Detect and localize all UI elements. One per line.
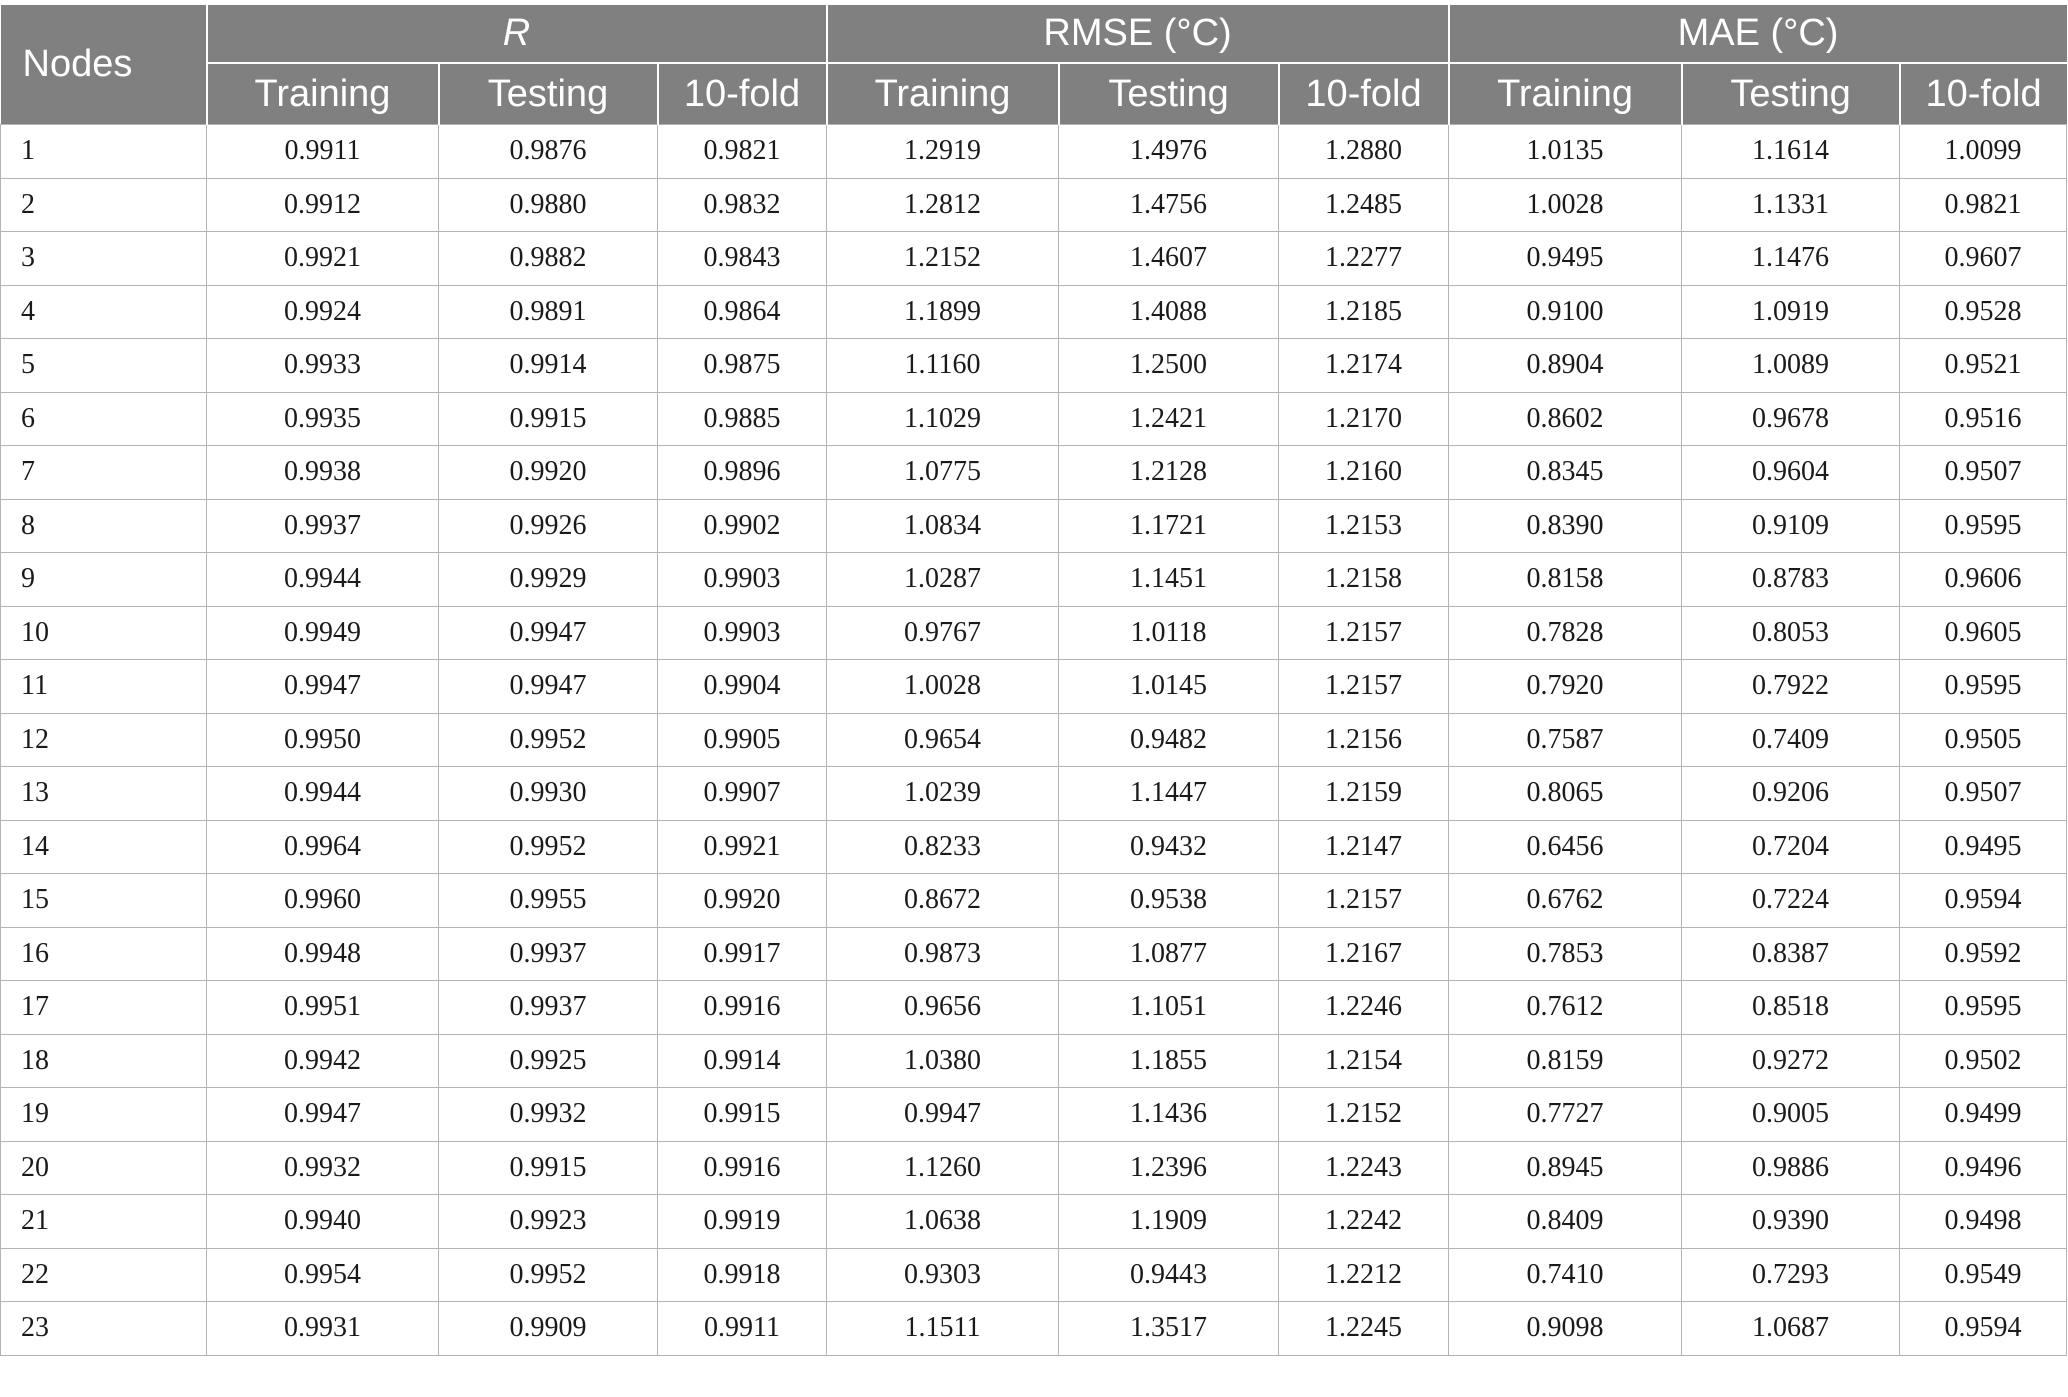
- rmse-training-cell: 1.0287: [827, 553, 1059, 607]
- mae-testing-cell: 1.1476: [1682, 232, 1900, 286]
- r-10fold-header: 10-fold: [658, 63, 827, 125]
- rmse-10fold-cell: 1.2153: [1279, 499, 1449, 553]
- r-testing-cell: 0.9915: [439, 1141, 658, 1195]
- r-10fold-cell: 0.9821: [658, 125, 827, 179]
- rmse-10fold-cell: 1.2880: [1279, 125, 1449, 179]
- r-10fold-cell: 0.9904: [658, 660, 827, 714]
- rmse-training-cell: 0.9873: [827, 927, 1059, 981]
- rmse-training-cell: 1.1899: [827, 285, 1059, 339]
- rmse-training-cell: 0.9303: [827, 1248, 1059, 1302]
- rmse-testing-cell: 1.4976: [1059, 125, 1279, 179]
- rmse-training-cell: 1.0638: [827, 1195, 1059, 1249]
- r-10fold-cell: 0.9832: [658, 178, 827, 232]
- mae-10fold-cell: 0.9821: [1900, 178, 2067, 232]
- results-table-container: [0, 5, 2068, 1356]
- rmse-testing-cell: 1.4756: [1059, 178, 1279, 232]
- mae-training-cell: 0.8904: [1449, 339, 1682, 393]
- node-cell: 23: [1, 1302, 207, 1356]
- mae-10fold-cell: 0.9502: [1900, 1034, 2067, 1088]
- r-10fold-cell: 0.9914: [658, 1034, 827, 1088]
- table-row: [1, 232, 2067, 286]
- mae-10fold-cell: 0.9607: [1900, 232, 2067, 286]
- r-testing-cell: 0.9876: [439, 125, 658, 179]
- r-testing-cell: 0.9930: [439, 767, 658, 821]
- r-testing-cell: 0.9926: [439, 499, 658, 553]
- rmse-10fold-cell: 1.2212: [1279, 1248, 1449, 1302]
- r-10fold-cell: 0.9917: [658, 927, 827, 981]
- r-testing-cell: 0.9880: [439, 178, 658, 232]
- mae-training-cell: 0.7587: [1449, 713, 1682, 767]
- mae-10fold-cell: 0.9496: [1900, 1141, 2067, 1195]
- node-cell: 11: [1, 660, 207, 714]
- r-testing-cell: 0.9920: [439, 446, 658, 500]
- mae-10fold-header: 10-fold: [1900, 63, 2067, 125]
- mae-testing-cell: 0.9109: [1682, 499, 1900, 553]
- rmse-training-cell: 1.1029: [827, 392, 1059, 446]
- table-row: [1, 1088, 2067, 1142]
- rmse-testing-cell: 0.9482: [1059, 713, 1279, 767]
- node-cell: 4: [1, 285, 207, 339]
- header-group-row: [1, 5, 2067, 63]
- results-table: [0, 5, 2067, 1356]
- rmse-testing-cell: 1.0877: [1059, 927, 1279, 981]
- mae-testing-cell: 0.7224: [1682, 874, 1900, 928]
- mae-training-cell: 0.8602: [1449, 392, 1682, 446]
- table-row: [1, 392, 2067, 446]
- node-cell: 7: [1, 446, 207, 500]
- table-row: [1, 446, 2067, 500]
- r-training-cell: 0.9944: [207, 767, 439, 821]
- mae-10fold-cell: 0.9606: [1900, 553, 2067, 607]
- rmse-testing-cell: 0.9538: [1059, 874, 1279, 928]
- node-cell: 9: [1, 553, 207, 607]
- r-training-cell: 0.9940: [207, 1195, 439, 1249]
- mae-10fold-cell: 0.9516: [1900, 392, 2067, 446]
- rmse-testing-cell: 1.1447: [1059, 767, 1279, 821]
- r-training-cell: 0.9949: [207, 606, 439, 660]
- r-testing-cell: 0.9952: [439, 820, 658, 874]
- table-row: [1, 1141, 2067, 1195]
- rmse-10fold-header: 10-fold: [1279, 63, 1449, 125]
- rmse-testing-cell: 1.3517: [1059, 1302, 1279, 1356]
- rmse-training-cell: 1.2919: [827, 125, 1059, 179]
- r-testing-cell: 0.9882: [439, 232, 658, 286]
- r-training-header: Training: [207, 63, 439, 125]
- rmse-testing-cell: 1.1909: [1059, 1195, 1279, 1249]
- node-cell: 15: [1, 874, 207, 928]
- rmse-training-cell: 1.0834: [827, 499, 1059, 553]
- node-cell: 2: [1, 178, 207, 232]
- r-training-cell: 0.9938: [207, 446, 439, 500]
- rmse-testing-cell: 1.1855: [1059, 1034, 1279, 1088]
- mae-10fold-cell: 0.9595: [1900, 499, 2067, 553]
- nodes-column-header: Nodes: [1, 5, 207, 125]
- rmse-10fold-cell: 1.2170: [1279, 392, 1449, 446]
- mae-training-header: Training: [1449, 63, 1682, 125]
- rmse-training-cell: 1.1511: [827, 1302, 1059, 1356]
- mae-testing-cell: 0.9678: [1682, 392, 1900, 446]
- r-training-cell: 0.9947: [207, 660, 439, 714]
- mae-training-cell: 0.7853: [1449, 927, 1682, 981]
- rmse-training-cell: 1.0380: [827, 1034, 1059, 1088]
- mae-group-header: MAE (°C): [1449, 5, 2067, 63]
- mae-10fold-cell: 0.9528: [1900, 285, 2067, 339]
- rmse-training-cell: 0.9654: [827, 713, 1059, 767]
- r-10fold-cell: 0.9843: [658, 232, 827, 286]
- mae-testing-cell: 0.8053: [1682, 606, 1900, 660]
- mae-training-cell: 0.8345: [1449, 446, 1682, 500]
- node-cell: 22: [1, 1248, 207, 1302]
- r-testing-cell: 0.9952: [439, 1248, 658, 1302]
- table-row: [1, 713, 2067, 767]
- table-row: [1, 499, 2067, 553]
- mae-testing-cell: 0.9886: [1682, 1141, 1900, 1195]
- r-10fold-cell: 0.9905: [658, 713, 827, 767]
- mae-testing-cell: 0.9005: [1682, 1088, 1900, 1142]
- r-training-cell: 0.9937: [207, 499, 439, 553]
- mae-10fold-cell: 0.9594: [1900, 1302, 2067, 1356]
- rmse-10fold-cell: 1.2157: [1279, 660, 1449, 714]
- mae-10fold-cell: 0.9507: [1900, 767, 2067, 821]
- r-training-cell: 0.9944: [207, 553, 439, 607]
- r-group-header: R: [207, 5, 827, 63]
- r-10fold-cell: 0.9916: [658, 981, 827, 1035]
- r-10fold-cell: 0.9918: [658, 1248, 827, 1302]
- rmse-training-cell: 1.2812: [827, 178, 1059, 232]
- r-training-cell: 0.9954: [207, 1248, 439, 1302]
- mae-testing-cell: 0.7204: [1682, 820, 1900, 874]
- rmse-testing-cell: 1.1436: [1059, 1088, 1279, 1142]
- r-10fold-cell: 0.9903: [658, 553, 827, 607]
- r-10fold-cell: 0.9921: [658, 820, 827, 874]
- rmse-training-cell: 0.9947: [827, 1088, 1059, 1142]
- mae-testing-cell: 0.7293: [1682, 1248, 1900, 1302]
- rmse-10fold-cell: 1.2167: [1279, 927, 1449, 981]
- r-10fold-cell: 0.9919: [658, 1195, 827, 1249]
- mae-training-cell: 0.9098: [1449, 1302, 1682, 1356]
- rmse-testing-cell: 1.1051: [1059, 981, 1279, 1035]
- rmse-training-cell: 0.8233: [827, 820, 1059, 874]
- rmse-testing-cell: 1.2421: [1059, 392, 1279, 446]
- table-row: [1, 660, 2067, 714]
- rmse-10fold-cell: 1.2246: [1279, 981, 1449, 1035]
- rmse-10fold-cell: 1.2160: [1279, 446, 1449, 500]
- mae-10fold-cell: 0.9605: [1900, 606, 2067, 660]
- rmse-testing-cell: 1.1721: [1059, 499, 1279, 553]
- rmse-group-header: RMSE (°C): [827, 5, 1449, 63]
- node-cell: 20: [1, 1141, 207, 1195]
- r-training-cell: 0.9935: [207, 392, 439, 446]
- rmse-10fold-cell: 1.2156: [1279, 713, 1449, 767]
- mae-testing-cell: 1.0089: [1682, 339, 1900, 393]
- node-cell: 16: [1, 927, 207, 981]
- table-row: [1, 767, 2067, 821]
- r-testing-cell: 0.9952: [439, 713, 658, 767]
- rmse-training-cell: 1.2152: [827, 232, 1059, 286]
- rmse-10fold-cell: 1.2185: [1279, 285, 1449, 339]
- mae-testing-cell: 0.7922: [1682, 660, 1900, 714]
- mae-testing-cell: 0.8387: [1682, 927, 1900, 981]
- rmse-10fold-cell: 1.2242: [1279, 1195, 1449, 1249]
- mae-testing-cell: 0.9604: [1682, 446, 1900, 500]
- table-row: [1, 927, 2067, 981]
- rmse-training-cell: 1.0775: [827, 446, 1059, 500]
- rmse-training-cell: 1.1160: [827, 339, 1059, 393]
- r-training-cell: 0.9911: [207, 125, 439, 179]
- mae-10fold-cell: 0.9521: [1900, 339, 2067, 393]
- rmse-testing-cell: 1.2396: [1059, 1141, 1279, 1195]
- rmse-testing-cell: 1.2128: [1059, 446, 1279, 500]
- rmse-training-header: Training: [827, 63, 1059, 125]
- table-row: [1, 820, 2067, 874]
- rmse-10fold-cell: 1.2174: [1279, 339, 1449, 393]
- mae-testing-cell: 0.8518: [1682, 981, 1900, 1035]
- rmse-10fold-cell: 1.2157: [1279, 874, 1449, 928]
- r-training-cell: 0.9964: [207, 820, 439, 874]
- mae-training-cell: 0.7828: [1449, 606, 1682, 660]
- r-training-cell: 0.9947: [207, 1088, 439, 1142]
- r-10fold-cell: 0.9920: [658, 874, 827, 928]
- node-cell: 18: [1, 1034, 207, 1088]
- mae-training-cell: 0.8158: [1449, 553, 1682, 607]
- rmse-10fold-cell: 1.2159: [1279, 767, 1449, 821]
- r-testing-cell: 0.9932: [439, 1088, 658, 1142]
- table-body: [1, 125, 2067, 1356]
- rmse-10fold-cell: 1.2152: [1279, 1088, 1449, 1142]
- r-training-cell: 0.9912: [207, 178, 439, 232]
- table-row: [1, 1302, 2067, 1356]
- rmse-10fold-cell: 1.2245: [1279, 1302, 1449, 1356]
- mae-training-cell: 0.9100: [1449, 285, 1682, 339]
- r-10fold-cell: 0.9915: [658, 1088, 827, 1142]
- rmse-10fold-cell: 1.2277: [1279, 232, 1449, 286]
- rmse-training-cell: 1.0028: [827, 660, 1059, 714]
- r-testing-cell: 0.9947: [439, 606, 658, 660]
- mae-training-cell: 0.6456: [1449, 820, 1682, 874]
- mae-training-cell: 0.7727: [1449, 1088, 1682, 1142]
- r-training-cell: 0.9942: [207, 1034, 439, 1088]
- mae-training-cell: 0.9495: [1449, 232, 1682, 286]
- rmse-10fold-cell: 1.2154: [1279, 1034, 1449, 1088]
- mae-training-cell: 0.7920: [1449, 660, 1682, 714]
- rmse-testing-cell: 0.9443: [1059, 1248, 1279, 1302]
- mae-training-cell: 0.8159: [1449, 1034, 1682, 1088]
- rmse-testing-cell: 1.4607: [1059, 232, 1279, 286]
- rmse-training-cell: 1.0239: [827, 767, 1059, 821]
- r-testing-cell: 0.9937: [439, 927, 658, 981]
- table-row: [1, 553, 2067, 607]
- r-training-cell: 0.9932: [207, 1141, 439, 1195]
- table-row: [1, 285, 2067, 339]
- r-testing-cell: 0.9891: [439, 285, 658, 339]
- node-cell: 13: [1, 767, 207, 821]
- rmse-testing-cell: 1.4088: [1059, 285, 1279, 339]
- mae-testing-cell: 0.9272: [1682, 1034, 1900, 1088]
- mae-training-cell: 1.0135: [1449, 125, 1682, 179]
- node-cell: 14: [1, 820, 207, 874]
- rmse-training-cell: 1.1260: [827, 1141, 1059, 1195]
- r-training-cell: 0.9948: [207, 927, 439, 981]
- table-row: [1, 1248, 2067, 1302]
- mae-testing-cell: 0.9390: [1682, 1195, 1900, 1249]
- r-10fold-cell: 0.9864: [658, 285, 827, 339]
- mae-testing-cell: 0.7409: [1682, 713, 1900, 767]
- rmse-10fold-cell: 1.2147: [1279, 820, 1449, 874]
- mae-10fold-cell: 0.9507: [1900, 446, 2067, 500]
- mae-training-cell: 0.8065: [1449, 767, 1682, 821]
- r-training-cell: 0.9921: [207, 232, 439, 286]
- node-cell: 10: [1, 606, 207, 660]
- mae-testing-cell: 0.8783: [1682, 553, 1900, 607]
- node-cell: 12: [1, 713, 207, 767]
- header-sub-row: [1, 63, 2067, 125]
- r-testing-header: Testing: [439, 63, 658, 125]
- mae-10fold-cell: 0.9499: [1900, 1088, 2067, 1142]
- rmse-10fold-cell: 1.2485: [1279, 178, 1449, 232]
- r-10fold-cell: 0.9903: [658, 606, 827, 660]
- r-training-cell: 0.9931: [207, 1302, 439, 1356]
- rmse-testing-cell: 0.9432: [1059, 820, 1279, 874]
- node-cell: 5: [1, 339, 207, 393]
- table-row: [1, 125, 2067, 179]
- mae-training-cell: 0.7612: [1449, 981, 1682, 1035]
- r-testing-cell: 0.9929: [439, 553, 658, 607]
- rmse-training-cell: 0.9656: [827, 981, 1059, 1035]
- r-testing-cell: 0.9923: [439, 1195, 658, 1249]
- table-row: [1, 874, 2067, 928]
- table-row: [1, 1195, 2067, 1249]
- rmse-10fold-cell: 1.2243: [1279, 1141, 1449, 1195]
- node-cell: 19: [1, 1088, 207, 1142]
- node-cell: 3: [1, 232, 207, 286]
- r-testing-cell: 0.9915: [439, 392, 658, 446]
- r-training-cell: 0.9950: [207, 713, 439, 767]
- mae-training-cell: 0.8945: [1449, 1141, 1682, 1195]
- mae-10fold-cell: 0.9505: [1900, 713, 2067, 767]
- mae-testing-cell: 1.0919: [1682, 285, 1900, 339]
- mae-10fold-cell: 0.9498: [1900, 1195, 2067, 1249]
- table-row: [1, 178, 2067, 232]
- r-training-cell: 0.9924: [207, 285, 439, 339]
- r-10fold-cell: 0.9896: [658, 446, 827, 500]
- table-row: [1, 606, 2067, 660]
- node-cell: 6: [1, 392, 207, 446]
- mae-10fold-cell: 0.9595: [1900, 660, 2067, 714]
- node-cell: 8: [1, 499, 207, 553]
- node-cell: 21: [1, 1195, 207, 1249]
- r-10fold-cell: 0.9885: [658, 392, 827, 446]
- mae-testing-header: Testing: [1682, 63, 1900, 125]
- rmse-testing-cell: 1.0118: [1059, 606, 1279, 660]
- node-cell: 17: [1, 981, 207, 1035]
- mae-training-cell: 0.8390: [1449, 499, 1682, 553]
- rmse-training-cell: 0.9767: [827, 606, 1059, 660]
- rmse-training-cell: 0.8672: [827, 874, 1059, 928]
- mae-testing-cell: 0.9206: [1682, 767, 1900, 821]
- rmse-testing-cell: 1.2500: [1059, 339, 1279, 393]
- rmse-testing-header: Testing: [1059, 63, 1279, 125]
- table-row: [1, 339, 2067, 393]
- r-testing-cell: 0.9914: [439, 339, 658, 393]
- mae-10fold-cell: 0.9549: [1900, 1248, 2067, 1302]
- mae-10fold-cell: 1.0099: [1900, 125, 2067, 179]
- table-row: [1, 1034, 2067, 1088]
- r-testing-cell: 0.9955: [439, 874, 658, 928]
- r-training-cell: 0.9960: [207, 874, 439, 928]
- r-testing-cell: 0.9925: [439, 1034, 658, 1088]
- mae-training-cell: 0.7410: [1449, 1248, 1682, 1302]
- mae-testing-cell: 1.0687: [1682, 1302, 1900, 1356]
- rmse-10fold-cell: 1.2157: [1279, 606, 1449, 660]
- r-10fold-cell: 0.9916: [658, 1141, 827, 1195]
- mae-testing-cell: 1.1614: [1682, 125, 1900, 179]
- r-training-cell: 0.9951: [207, 981, 439, 1035]
- rmse-10fold-cell: 1.2158: [1279, 553, 1449, 607]
- r-10fold-cell: 0.9875: [658, 339, 827, 393]
- r-10fold-cell: 0.9902: [658, 499, 827, 553]
- rmse-testing-cell: 1.1451: [1059, 553, 1279, 607]
- mae-10fold-cell: 0.9592: [1900, 927, 2067, 981]
- r-testing-cell: 0.9909: [439, 1302, 658, 1356]
- r-training-cell: 0.9933: [207, 339, 439, 393]
- mae-training-cell: 0.8409: [1449, 1195, 1682, 1249]
- table-row: [1, 981, 2067, 1035]
- mae-10fold-cell: 0.9595: [1900, 981, 2067, 1035]
- r-testing-cell: 0.9947: [439, 660, 658, 714]
- r-10fold-cell: 0.9911: [658, 1302, 827, 1356]
- table-header: [1, 5, 2067, 125]
- r-testing-cell: 0.9937: [439, 981, 658, 1035]
- mae-10fold-cell: 0.9495: [1900, 820, 2067, 874]
- rmse-testing-cell: 1.0145: [1059, 660, 1279, 714]
- mae-training-cell: 0.6762: [1449, 874, 1682, 928]
- mae-training-cell: 1.0028: [1449, 178, 1682, 232]
- node-cell: 1: [1, 125, 207, 179]
- r-10fold-cell: 0.9907: [658, 767, 827, 821]
- mae-testing-cell: 1.1331: [1682, 178, 1900, 232]
- mae-10fold-cell: 0.9594: [1900, 874, 2067, 928]
